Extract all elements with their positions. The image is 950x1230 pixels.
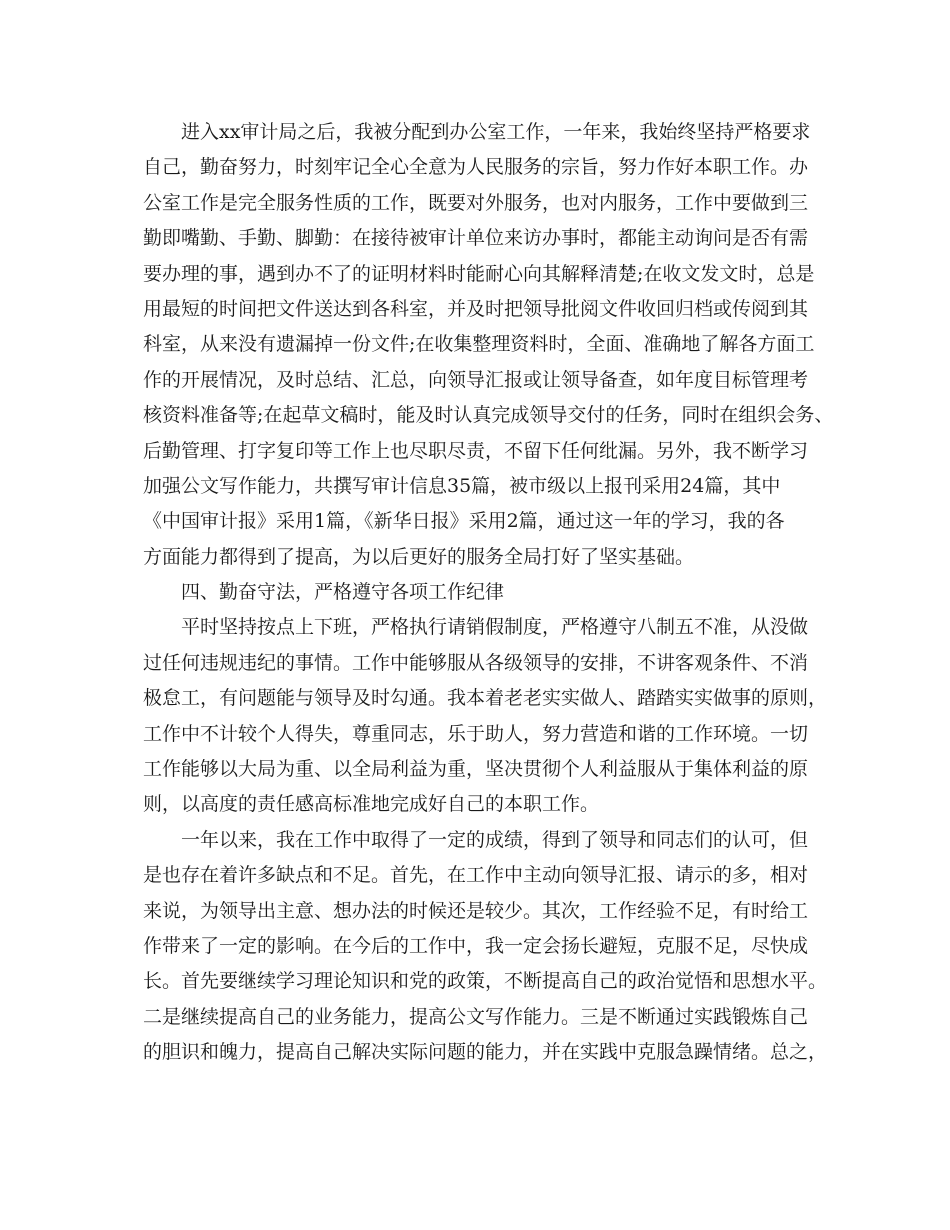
text-line: 核资料准备等;在起草文稿时，能及时认真完成领导交付的任务，同时在组织会务、 [143, 404, 834, 427]
text-line: 加强公文写作能力，共撰写审计信息35篇，被市级以上报刊采用24篇，其中 [143, 474, 781, 497]
text-line: 工作中不计较个人得失，尊重同志，乐于助人，努力营造和谐的工作环境。一切 [143, 722, 809, 745]
text-line: 过任何违规违纪的事情。工作中能够服从各级领导的安排，不讲客观条件、不消 [143, 651, 809, 674]
text-line: 后勤管理、打字复印等工作上也尽职尽责，不留下任何纰漏。另外，我不断学习 [143, 439, 809, 462]
text-line: 公室工作是完全服务性质的工作，既要对外服务，也对内服务，工作中要做到三 [143, 191, 809, 214]
text-line: 进入xx审计局之后，我被分配到办公室工作，一年来，我始终坚持严格要求 [143, 121, 811, 143]
text-line: 一年以来，我在工作中取得了一定的成绩，得到了领导和同志们的认可，但 [143, 828, 809, 851]
text-line: 方面能力都得到了提高，为以后更好的服务全局打好了坚实基础。 [143, 545, 695, 568]
text-line: 作的开展情况，及时总结、汇总，向领导汇报或让领导备查，如年度目标管理考 [143, 368, 809, 391]
text-line: 自己，勤奋努力，时刻牢记全心全意为人民服务的宗旨，努力作好本职工作。办 [143, 156, 809, 179]
text-line: 工作能够以大局为重、以全局利益为重，坚决贯彻个人利益服从于集体利益的原 [143, 758, 809, 781]
text-line: 二是继续提高自己的业务能力，提高公文写作能力。三是不断通过实践锻炼自己 [143, 1005, 809, 1028]
section-heading: 四、勤奋守法，严格遵守各项工作纪律 [143, 581, 505, 604]
document-body [143, 115, 833, 1071]
text-line: 用最短的时间把文件送达到各科室，并及时把领导批阅文件收回归档或传阅到其 [143, 297, 809, 320]
text-line: 来说，为领导出主意、想办法的时候还是较少。其次，工作经验不足，有时给工 [143, 899, 809, 922]
text-line: 极怠工，有问题能与领导及时勾通。我本着老老实实做人、踏踏实实做事的原则， [143, 687, 828, 710]
text-line: 平时坚持按点上下班，严格执行请销假制度，严格遵守八制五不准，从没做 [143, 616, 809, 639]
text-line: 是也存在着许多缺点和不足。首先，在工作中主动向领导汇报、请示的多，相对 [143, 864, 809, 887]
text-line: 长。首先要继续学习理论知识和党的政策，不断提高自己的政治觉悟和思想水平。 [143, 970, 828, 993]
text-line: 要办理的事，遇到办不了的证明材料时能耐心向其解释清楚;在收文发文时，总是 [143, 262, 815, 285]
text-line: 则，以高度的责任感高标准地完成好自己的本职工作。 [143, 793, 600, 816]
text-line: 科室，从来没有遗漏掉一份文件;在收集整理资料时，全面、准确地了解各方面工 [143, 333, 815, 356]
text-line: 《中国审计报》采用1篇，《新华日报》采用2篇，通过这一年的学习，我的各 [143, 510, 785, 533]
text-line: 勤即嘴勤、手勤、脚勤：在接待被审计单位来访办事时，都能主动询问是否有需 [143, 227, 809, 250]
text-line: 的胆识和魄力，提高自己解决实际问题的能力，并在实践中克服急躁情绪。总之， [143, 1041, 828, 1064]
text-line: 作带来了一定的影响。在今后的工作中，我一定会扬长避短，克服不足，尽快成 [143, 934, 809, 957]
